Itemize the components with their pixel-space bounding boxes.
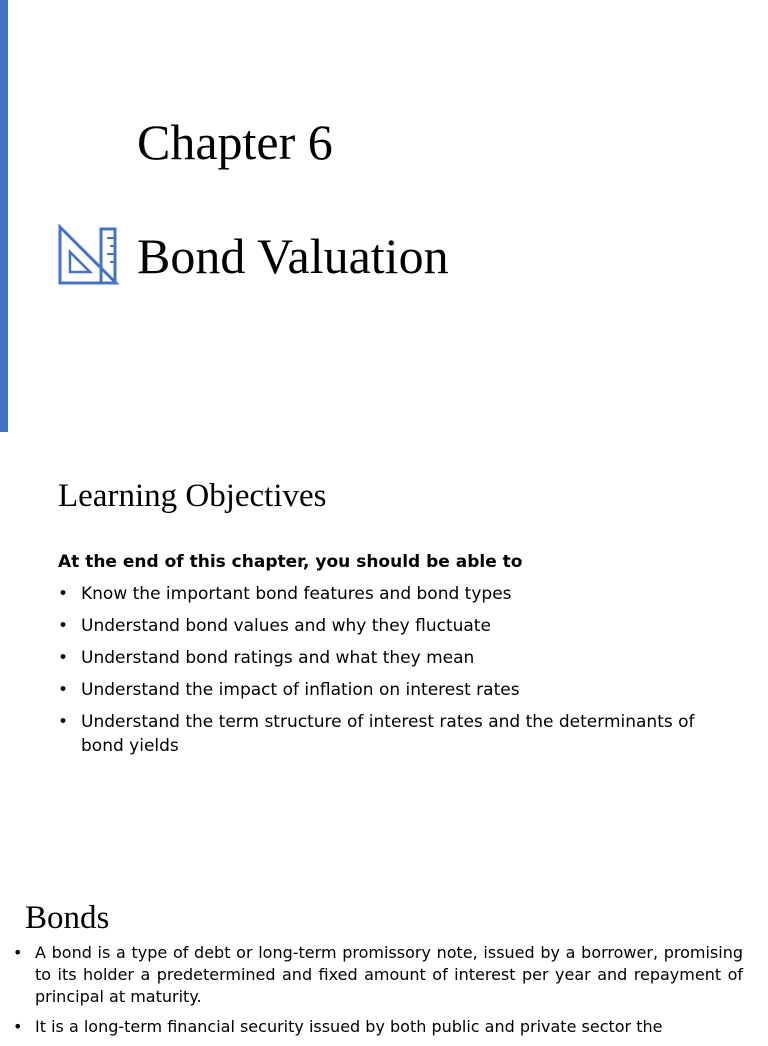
bonds-text: It is a long-term financial security issued by both public and private sector the xyxy=(35,1017,663,1036)
objective-item xyxy=(58,646,718,670)
objective-item xyxy=(58,678,718,702)
objective-item xyxy=(58,614,718,638)
bonds-heading: Bonds xyxy=(25,900,110,936)
objectives-heading: Learning Objectives xyxy=(58,478,327,514)
objective-text: Understand the impact of inflation on interest rates xyxy=(81,680,520,700)
bullet-icon: • xyxy=(58,616,69,636)
accent-bar xyxy=(0,0,8,432)
objective-item xyxy=(58,710,718,758)
objectives-list xyxy=(58,582,718,766)
objective-text: Know the important bond features and bond types xyxy=(81,584,512,604)
bullet-icon: • xyxy=(58,584,69,604)
bullet-icon: • xyxy=(58,680,69,700)
title-slide xyxy=(0,0,768,432)
bullet-icon: • xyxy=(13,943,23,962)
bullet-icon: • xyxy=(13,1017,23,1036)
chapter-label: Chapter 6 xyxy=(137,114,333,170)
bonds-text: A bond is a type of debt or long-term promissory note, issued by a borrower, promising to its holder a predetermined and fixed amount of interest per year and repayment of principal at maturity. xyxy=(35,943,743,1006)
objective-text: Understand bond values and why they fluctuate xyxy=(81,616,491,636)
bonds-item xyxy=(13,942,743,1008)
objectives-slide xyxy=(0,432,768,872)
objective-text: Understand bond ratings and what they mean xyxy=(81,648,475,668)
bonds-list xyxy=(13,942,743,1046)
objective-item xyxy=(58,582,718,606)
bonds-slide xyxy=(0,872,768,1036)
bonds-item xyxy=(13,1016,743,1038)
objectives-lead: At the end of this chapter, you should be able to xyxy=(58,552,523,572)
ruler-triangle-icon xyxy=(57,224,119,286)
bullet-icon: • xyxy=(58,712,69,732)
objective-text: Understand the term structure of interest rates and the determinants of bond yields xyxy=(81,712,695,756)
bullet-icon: • xyxy=(58,648,69,668)
chapter-title: Bond Valuation xyxy=(137,228,449,284)
